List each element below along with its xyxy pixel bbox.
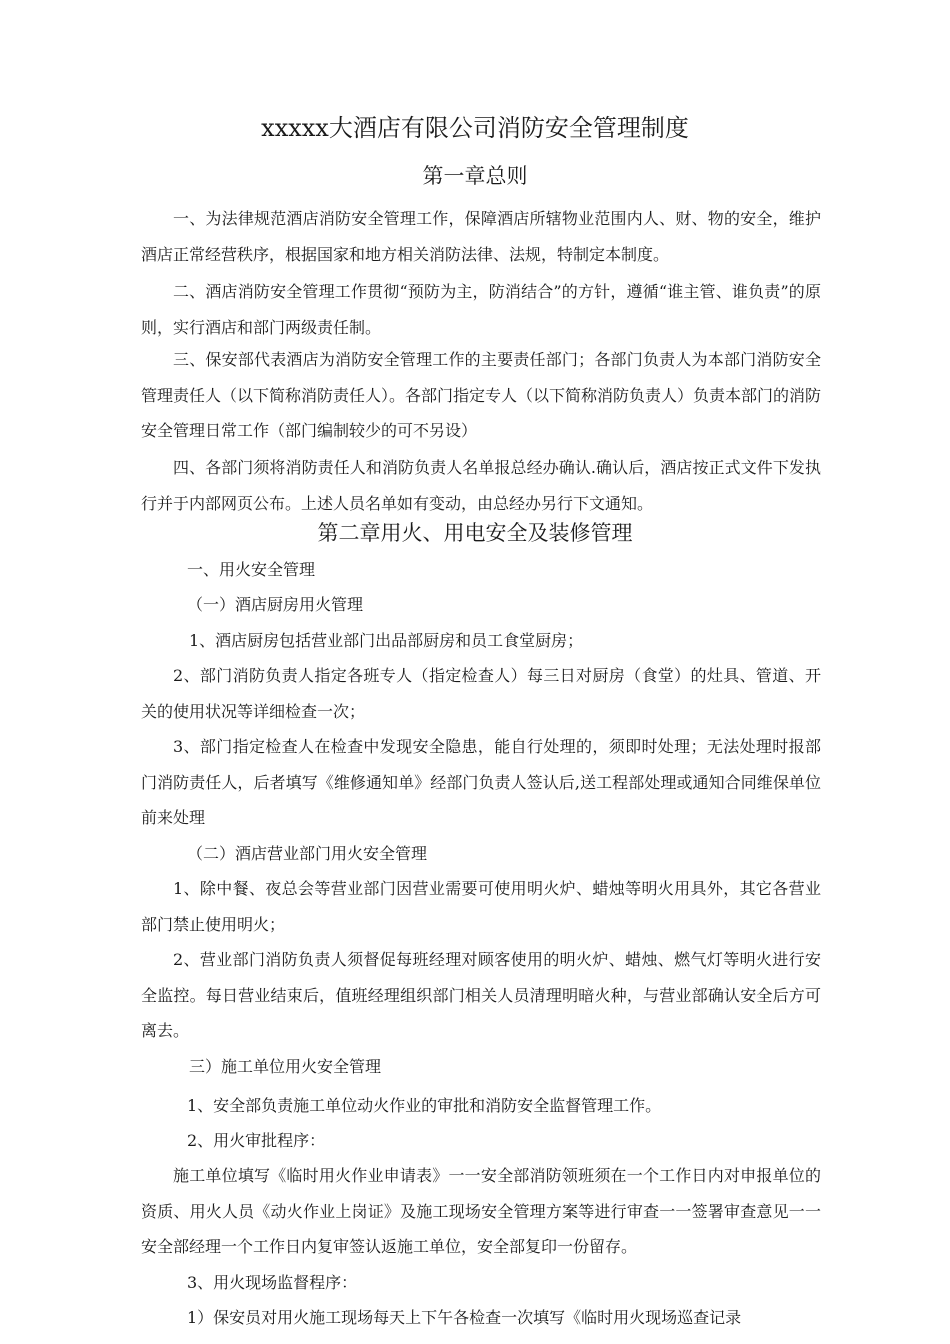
- subsection-business: （二）酒店营业部门用火安全管理: [187, 844, 428, 863]
- construction-item-1: 1、安全部负责施工单位动火作业的审批和消防安全监督管理工作。: [187, 1096, 662, 1115]
- business-item-2: 2、营业部门消防负责人须督促每班经理对顾客使用的明火炉、蜡烛、燃气灯等明火进行安全监控。每日营业结束后，值班经理组织部门相关人员清理明暗火种，与营业部确认安全后方可离去。: [141, 950, 821, 1040]
- subsection-kitchen: （一）酒店厨房用火管理: [187, 595, 364, 614]
- construction-item-3: 3、用火现场监督程序：: [187, 1273, 358, 1292]
- construction-approval-procedure: 施工单位填写《临时用火作业申请表》一一安全部消防领班须在一个工作日内对申报单位的资质、用火人员《动火作业上岗证》及施工现场安全管理方案等进行审查一一签署审查意见一一安全部经理一个工作日内复审签认返施工单位，安全部复印一份留存。: [141, 1166, 821, 1256]
- document-title: xxxxx大酒店有限公司消防安全管理制度: [261, 114, 689, 142]
- supervision-step-1: 1）保安员对用火施工现场每天上下午各检查一次填写《临时用火现场巡查记录: [187, 1308, 742, 1327]
- chapter-1-heading: 第一章总则: [422, 164, 528, 188]
- paragraph-3: 三、保安部代表酒店为消防安全管理工作的主要责任部门；各部门负责人为本部门消防安全管理责任人（以下简称消防责任人）。各部门指定专人（以下简称消防负责人）负责本部门的消防安全管理日常工作（部门编制较少的可不另设）: [141, 350, 822, 440]
- kitchen-item-3: 3、部门指定检查人在检查中发现安全隐患，能自行处理的，须即时处理；无法处理时报部门消防责任人，后者填写《维修通知单》经部门负责人签认后,送工程部处理或通知合同维保单位前来处理: [141, 737, 821, 827]
- kitchen-item-2: 2、部门消防负责人指定各班专人（指定检查人）每三日对厨房（食堂）的灶具、管道、开关的使用状况等详细检查一次；: [141, 666, 821, 721]
- paragraph-2: 二、酒店消防安全管理工作贯彻“预防为主，防消结合”的方针，遵循“谁主管、谁负责”的原则，实行酒店和部门两级责任制。: [141, 282, 821, 337]
- construction-item-2: 2、用火审批程序：: [187, 1131, 326, 1150]
- paragraph-1: 一、为法律规范酒店消防安全管理工作，保障酒店所辖物业范围内人、财、物的安全，维护酒店正常经营秩序，根据国家和地方相关消防法律、法规，特制定本制度。: [141, 209, 821, 264]
- chapter-2-heading: 第二章用火、用电安全及装修管理: [317, 521, 633, 545]
- business-item-1: 1、除中餐、夜总会等营业部门因营业需要可使用明火炉、蜡烛等明火用具外，其它各营业部门禁止使用明火；: [141, 879, 821, 934]
- kitchen-item-1: 1、酒店厨房包括营业部门出品部厨房和员工食堂厨房；: [189, 631, 584, 650]
- paragraph-4: 四、各部门须将消防责任人和消防负责人名单报总经办确认.确认后，酒店按正式文件下发执行并于内部网页公布。上述人员名单如有变动，由总经办另行下文通知。: [141, 458, 821, 513]
- subsection-construction: 三）施工单位用火安全管理: [189, 1057, 382, 1076]
- section-fire-safety: 一、用火安全管理: [187, 560, 316, 579]
